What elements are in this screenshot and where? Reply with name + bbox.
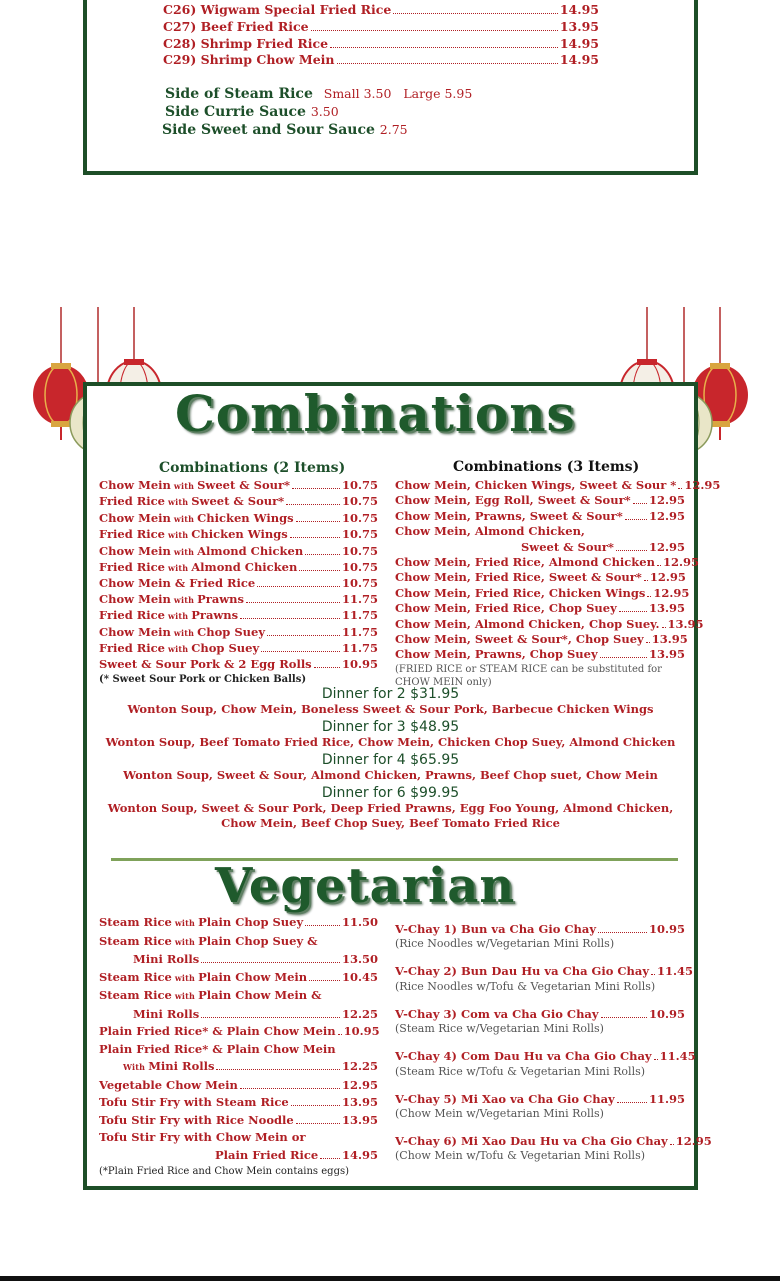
item-label <box>99 527 288 543</box>
item-label <box>99 1023 336 1041</box>
list-item <box>99 1058 378 1077</box>
item-label: Chow Mein, Fried Rice, Sweet & Sour* <box>395 570 642 585</box>
vegetarian-right-list <box>395 922 712 1176</box>
item-price: 12.25 <box>341 1059 378 1073</box>
item-label: Chow Mein, Prawns, Chop Suey <box>395 647 598 662</box>
side-sweet-sour-sauce: Side Sweet and Sour Sauce 2.75 <box>162 122 408 138</box>
item-price: 10.75 <box>341 527 378 542</box>
item-with: with <box>168 563 189 574</box>
page-bottom-border <box>0 1276 780 1281</box>
list-item <box>99 641 378 657</box>
leader-dots <box>314 667 340 668</box>
combinations-title: Combinations <box>175 384 576 443</box>
list-item <box>99 527 378 543</box>
item-main: Steam Rice <box>99 969 172 984</box>
item-label <box>99 608 238 624</box>
item-label: Chow Mein, Almond Chicken, Chop Suey. <box>395 616 660 631</box>
item-main: Steam Rice <box>99 988 172 1002</box>
list-item <box>395 570 685 585</box>
item-label: Chow Mein, Fried Rice, Chicken Wings <box>395 585 646 600</box>
leader-dots <box>291 1105 340 1106</box>
item-label: Chow Mein, Sweet & Sour*, Chop Suey <box>395 632 644 647</box>
list-item <box>99 969 378 988</box>
leader-dots <box>296 1123 340 1124</box>
item-cont: Mini Rolls <box>148 1059 215 1073</box>
item-main: Fried Rice <box>99 494 165 509</box>
item-main: Chow Mein <box>99 624 171 639</box>
dinner-3-heading: Dinner for 3 $48.95 <box>321 719 460 735</box>
leader-dots <box>600 657 647 658</box>
list-item <box>395 922 685 950</box>
item-label <box>99 657 312 672</box>
item-title-row <box>395 964 694 979</box>
item-label <box>99 1077 238 1095</box>
item-price: 12.95 <box>648 539 685 554</box>
item-price: 12.95 <box>675 1134 712 1149</box>
list-item <box>99 1147 378 1165</box>
item-label <box>99 560 297 576</box>
combo-2-heading: Combinations (2 Items) <box>159 460 346 476</box>
item-price: 11.75 <box>341 624 378 639</box>
item-secondary: Chop Suey <box>197 624 266 639</box>
item-price: 10.75 <box>341 494 378 509</box>
item-price: 11.50 <box>341 915 378 929</box>
leader-dots <box>261 651 340 652</box>
list-item-line: Chow Mein, Almond Chicken, <box>395 524 585 539</box>
list-item <box>99 1023 378 1041</box>
item-label <box>99 1094 289 1112</box>
item-price: 10.75 <box>341 560 378 575</box>
item-secondary: Plain Chop Suey & <box>198 933 318 948</box>
leader-dots <box>670 1144 674 1145</box>
dinner-4-heading: Dinner for 4 $65.95 <box>321 752 460 768</box>
item-secondary: Chicken Wings <box>191 527 288 542</box>
item-main: Fried Rice <box>99 560 165 575</box>
item-label <box>133 1006 199 1024</box>
item-description: (Steam Rice w/Vegetarian Mini Rolls) <box>395 1022 604 1036</box>
item-label <box>99 511 294 527</box>
item-secondary: Sweet & Sour* <box>191 494 285 509</box>
menu-item: C27) Beef Fried Rice 13.95 <box>163 18 599 34</box>
item-main: Steam Rice <box>99 933 172 948</box>
list-item <box>395 585 690 601</box>
item-description: (Chow Mein w/Tofu & Vegetarian Mini Rolls) <box>395 1149 646 1163</box>
leader-dots <box>290 537 340 538</box>
list-item <box>99 914 378 933</box>
item-with: with <box>173 546 195 557</box>
item-price: 14.95 <box>341 1147 378 1162</box>
top-menu-list <box>163 2 599 69</box>
item-with: with <box>168 611 189 622</box>
item-price: 11.95 <box>648 1091 685 1106</box>
list-item <box>395 964 694 993</box>
item-price: 13.50 <box>341 952 378 966</box>
list-item <box>395 601 685 616</box>
leader-dots <box>305 925 340 926</box>
item-main: Chow Mein <box>99 510 171 525</box>
item-secondary: Plain Chow Mein & <box>198 988 322 1002</box>
list-item <box>395 540 685 555</box>
item-price: 11.45 <box>659 1049 696 1064</box>
list-item <box>395 616 704 632</box>
list-item <box>395 478 721 493</box>
item-label <box>99 625 265 641</box>
list-item-line <box>99 933 378 952</box>
item-secondary: Chicken Wings <box>197 510 294 525</box>
item-title-row <box>395 1007 685 1022</box>
combo-2-note: (* Sweet Sour Pork or Chicken Balls) <box>99 673 307 685</box>
list-item <box>99 608 378 624</box>
item-price: 12.95 <box>648 508 685 523</box>
item-description: (Steam Rice w/Tofu & Vegetarian Mini Rolls) <box>395 1064 646 1078</box>
combo-2-list <box>99 478 378 685</box>
dinner-3-desc: Wonton Soup, Beef Tomato Fried Rice, Chow Mein, Chicken Chop Suey, Almond Chicken <box>105 735 676 749</box>
item-label <box>99 914 303 933</box>
item-secondary: Sweet & Sour* <box>197 478 291 492</box>
combo-3-note: (FRIED RICE or STEAM RICE can be substituted for CHOW MEIN only) <box>395 663 662 688</box>
leader-dots <box>257 586 340 587</box>
combinations-vegetarian-panel <box>83 382 721 1190</box>
item-label: Chow Mein, Fried Rice, Chop Suey <box>395 601 617 616</box>
item-label: Chow Mein, Prawns, Sweet & Sour* <box>395 508 623 523</box>
item-with: with <box>173 594 195 605</box>
combo-3-heading: Combinations (3 Items) <box>453 459 640 475</box>
list-item <box>99 657 378 672</box>
side-currie-sauce: Side Currie Sauce 3.50 <box>165 104 339 120</box>
item-label <box>99 592 244 608</box>
item-with: with <box>174 972 196 983</box>
item-title-row <box>395 1134 712 1149</box>
item-price: 10.95 <box>648 1006 685 1021</box>
item-title-row <box>395 922 685 937</box>
item-label <box>99 576 255 591</box>
item-price: 12.95 <box>653 585 690 600</box>
item-secondary: Almond Chicken <box>197 543 304 558</box>
item-label <box>123 1058 214 1077</box>
item-main: Sweet & Sour Pork & 2 Egg Rolls <box>99 657 312 672</box>
item-price: 10.75 <box>341 478 378 492</box>
item-secondary: Plain Chop Suey <box>198 915 304 929</box>
item-cont: Mini Rolls <box>133 952 200 966</box>
item-with: with <box>168 644 189 655</box>
item-price: 12.25 <box>341 1006 378 1021</box>
item-secondary: Plain Chow Mein <box>198 969 308 984</box>
item-secondary: Chop Suey <box>191 641 260 656</box>
item-label: V-Chay 1) Bun va Cha Gio Chay <box>395 922 597 936</box>
item-label <box>133 951 199 969</box>
list-item <box>395 1049 696 1078</box>
item-price: 10.75 <box>341 543 378 558</box>
leader-dots <box>657 565 661 566</box>
item-price: 10.45 <box>341 969 378 984</box>
item-main: Vegetable Chow Mein <box>99 1077 238 1092</box>
item-price: 13.95 <box>341 1112 378 1127</box>
leader-dots <box>267 635 340 636</box>
leader-dots <box>647 596 651 597</box>
vegetarian-title: Vegetarian <box>215 858 516 914</box>
item-price: 12.95 <box>341 1077 378 1092</box>
item-secondary: Prawns <box>197 591 245 606</box>
item-label: Chow Mein, Fried Rice, Almond Chicken <box>395 555 655 570</box>
item-price: 10.95 <box>648 922 685 936</box>
dinner-4-desc: Wonton Soup, Sweet & Sour, Almond Chicken, Prawns, Beef Chop suet, Chow Mein <box>123 768 658 782</box>
list-item <box>99 560 378 576</box>
list-item <box>395 1134 712 1163</box>
leader-dots <box>292 488 340 489</box>
leader-dots <box>633 503 647 504</box>
leader-dots <box>240 618 340 619</box>
leader-dots <box>646 642 650 643</box>
item-label: V-Chay 3) Com va Cha Gio Chay <box>395 1006 599 1021</box>
item-description: (Chow Mein w/Vegetarian Mini Rolls) <box>395 1107 604 1121</box>
combo-3-list <box>395 478 721 689</box>
item-main: Fried Rice <box>99 641 165 656</box>
item-price: 11.75 <box>341 641 378 656</box>
leader-dots <box>299 570 340 571</box>
leader-dots <box>651 974 655 975</box>
leader-dots <box>616 550 647 551</box>
item-main: Fried Rice <box>99 527 165 542</box>
list-item <box>395 647 685 662</box>
item-label <box>99 1112 294 1130</box>
dinner-6-desc: Wonton Soup, Sweet & Sour Pork, Deep Fried Prawns, Egg Foo Young, Almond Chicken, <box>107 801 674 815</box>
top-menu-panel <box>83 0 698 175</box>
leader-dots <box>246 602 340 603</box>
leader-dots <box>598 932 647 933</box>
item-with: with <box>168 530 189 541</box>
leader-dots <box>240 1088 340 1089</box>
item-with: with <box>173 481 195 491</box>
item-label: V-Chay 5) Mi Xao va Cha Gio Chay <box>395 1091 615 1106</box>
leader-dots <box>678 488 682 489</box>
list-item <box>395 1092 685 1120</box>
leader-dots <box>201 1017 340 1018</box>
list-item-line <box>99 1041 378 1059</box>
list-item <box>99 1006 378 1024</box>
item-cont: Plain Fried Rice <box>215 1147 319 1162</box>
leader-dots <box>654 1059 658 1060</box>
leader-dots <box>644 580 648 581</box>
leader-dots <box>320 1158 340 1159</box>
list-item <box>99 1094 378 1112</box>
item-price: 12.95 <box>684 478 721 492</box>
list-item <box>395 1007 685 1035</box>
item-price: 10.95 <box>341 657 378 672</box>
item-main: Tofu Stir Fry with Rice Noodle <box>99 1112 294 1127</box>
item-price: 13.95 <box>648 601 685 616</box>
item-with: with <box>174 991 196 1001</box>
item-price: 13.95 <box>667 616 704 631</box>
list-item <box>99 576 378 591</box>
item-price: 11.75 <box>341 591 378 606</box>
item-label: Chow Mein, Chicken Wings, Sweet & Sour * <box>395 478 677 492</box>
item-label <box>99 478 290 494</box>
list-item <box>99 1077 378 1095</box>
item-label <box>99 641 259 657</box>
item-with: with <box>173 513 195 524</box>
list-item <box>99 494 378 510</box>
item-price: 13.95 <box>341 1095 378 1109</box>
item-with: with <box>174 936 196 947</box>
list-item <box>99 544 378 560</box>
leader-dots <box>201 962 340 963</box>
list-item <box>395 555 699 570</box>
dinner-2-desc: Wonton Soup, Chow Mein, Boneless Sweet & Sour Pork, Barbecue Chicken Wings <box>127 702 654 716</box>
item-main: Tofu Stir Fry with Chow Mein or <box>99 1130 306 1144</box>
list-item-line <box>99 987 378 1006</box>
leader-dots <box>601 1017 647 1018</box>
item-label: Sweet & Sour* <box>521 539 614 554</box>
item-price: 10.95 <box>343 1024 380 1038</box>
menu-item: C26) Wigwam Special Fried Rice 14.95 <box>163 2 599 17</box>
item-label <box>215 1147 318 1165</box>
menu-item: C28) Shrimp Fried Rice 14.95 <box>163 35 599 51</box>
leader-dots <box>338 1034 342 1035</box>
list-item <box>99 511 378 527</box>
item-with: with <box>168 497 189 508</box>
item-price: 12.95 <box>649 570 686 585</box>
item-price: 11.45 <box>657 964 694 979</box>
menu-item: C29) Shrimp Chow Mein 14.95 <box>163 52 599 68</box>
leader-dots <box>619 611 647 612</box>
item-title-row <box>395 1049 696 1064</box>
item-price: 11.75 <box>341 608 378 623</box>
side-steam-rice: Side of Steam Rice Small 3.50 Large 5.95 <box>165 86 473 102</box>
item-price: 13.95 <box>651 632 688 647</box>
item-with: with <box>173 627 195 638</box>
item-price: 13.95 <box>648 647 685 662</box>
list-item <box>395 632 688 647</box>
list-item <box>99 592 378 608</box>
item-label <box>99 494 284 510</box>
dinner-2-heading: Dinner for 2 $31.95 <box>321 686 460 702</box>
item-cont: Mini Rolls <box>133 1006 200 1021</box>
item-main: Tofu Stir Fry with Steam Rice <box>99 1095 289 1109</box>
dinner-6-desc-cont: Chow Mein, Beef Chop Suey, Beef Tomato Fried Rice <box>221 816 560 830</box>
leader-dots <box>216 1069 340 1070</box>
item-main: Chow Mein <box>99 591 171 606</box>
item-label: V-Chay 2) Bun Dau Hu va Cha Gio Chay <box>395 964 650 979</box>
list-item <box>99 625 378 641</box>
item-main: Chow Mein & Fried Rice <box>99 576 256 591</box>
item-price: 10.75 <box>341 510 378 525</box>
item-title-row <box>395 1092 685 1107</box>
leader-dots <box>296 521 340 522</box>
item-secondary: Almond Chicken <box>191 560 298 575</box>
item-price: 10.75 <box>341 576 378 591</box>
list-item-line <box>99 1129 378 1147</box>
item-main: Plain Fried Rice* & Plain Chow Mein <box>99 1024 336 1038</box>
list-item <box>395 493 685 508</box>
item-main: Steam Rice <box>99 915 172 929</box>
vegetarian-note: (*Plain Fried Rice and Chow Mein contains eggs) <box>99 1166 349 1177</box>
dinner-6-heading: Dinner for 6 $99.95 <box>321 785 460 801</box>
item-label: V-Chay 4) Com Dau Hu va Cha Gio Chay <box>395 1049 652 1064</box>
vegetarian-left-list <box>99 914 378 1177</box>
list-item <box>395 509 685 524</box>
leader-dots <box>617 1102 647 1103</box>
item-description: (Rice Noodles w/Vegetarian Mini Rolls) <box>395 937 615 951</box>
item-label: V-Chay 6) Mi Xao Dau Hu va Cha Gio Chay <box>395 1134 668 1149</box>
item-with: with <box>174 918 196 928</box>
leader-dots <box>625 519 647 520</box>
item-description: (Rice Noodles w/Tofu & Vegetarian Mini Rolls) <box>395 979 656 993</box>
leader-dots <box>662 627 666 628</box>
leader-dots <box>309 980 340 981</box>
item-secondary: Prawns <box>191 608 239 623</box>
item-price: 12.95 <box>662 555 699 570</box>
item-main: Fried Rice <box>99 608 165 623</box>
dinner-specials <box>87 686 694 831</box>
leader-dots <box>286 504 340 505</box>
item-with: With <box>123 1062 146 1072</box>
item-label <box>99 544 303 560</box>
item-label: Chow Mein, Egg Roll, Sweet & Sour* <box>395 493 631 508</box>
item-price: 12.95 <box>648 493 685 508</box>
list-item <box>99 478 378 494</box>
leader-dots <box>305 554 340 555</box>
item-main: Plain Fried Rice* & Plain Chow Mein <box>99 1041 336 1056</box>
item-label <box>99 969 307 988</box>
item-main: Chow Mein <box>99 478 171 492</box>
item-main: Chow Mein <box>99 543 171 558</box>
list-item <box>99 951 378 969</box>
list-item <box>99 1112 378 1130</box>
